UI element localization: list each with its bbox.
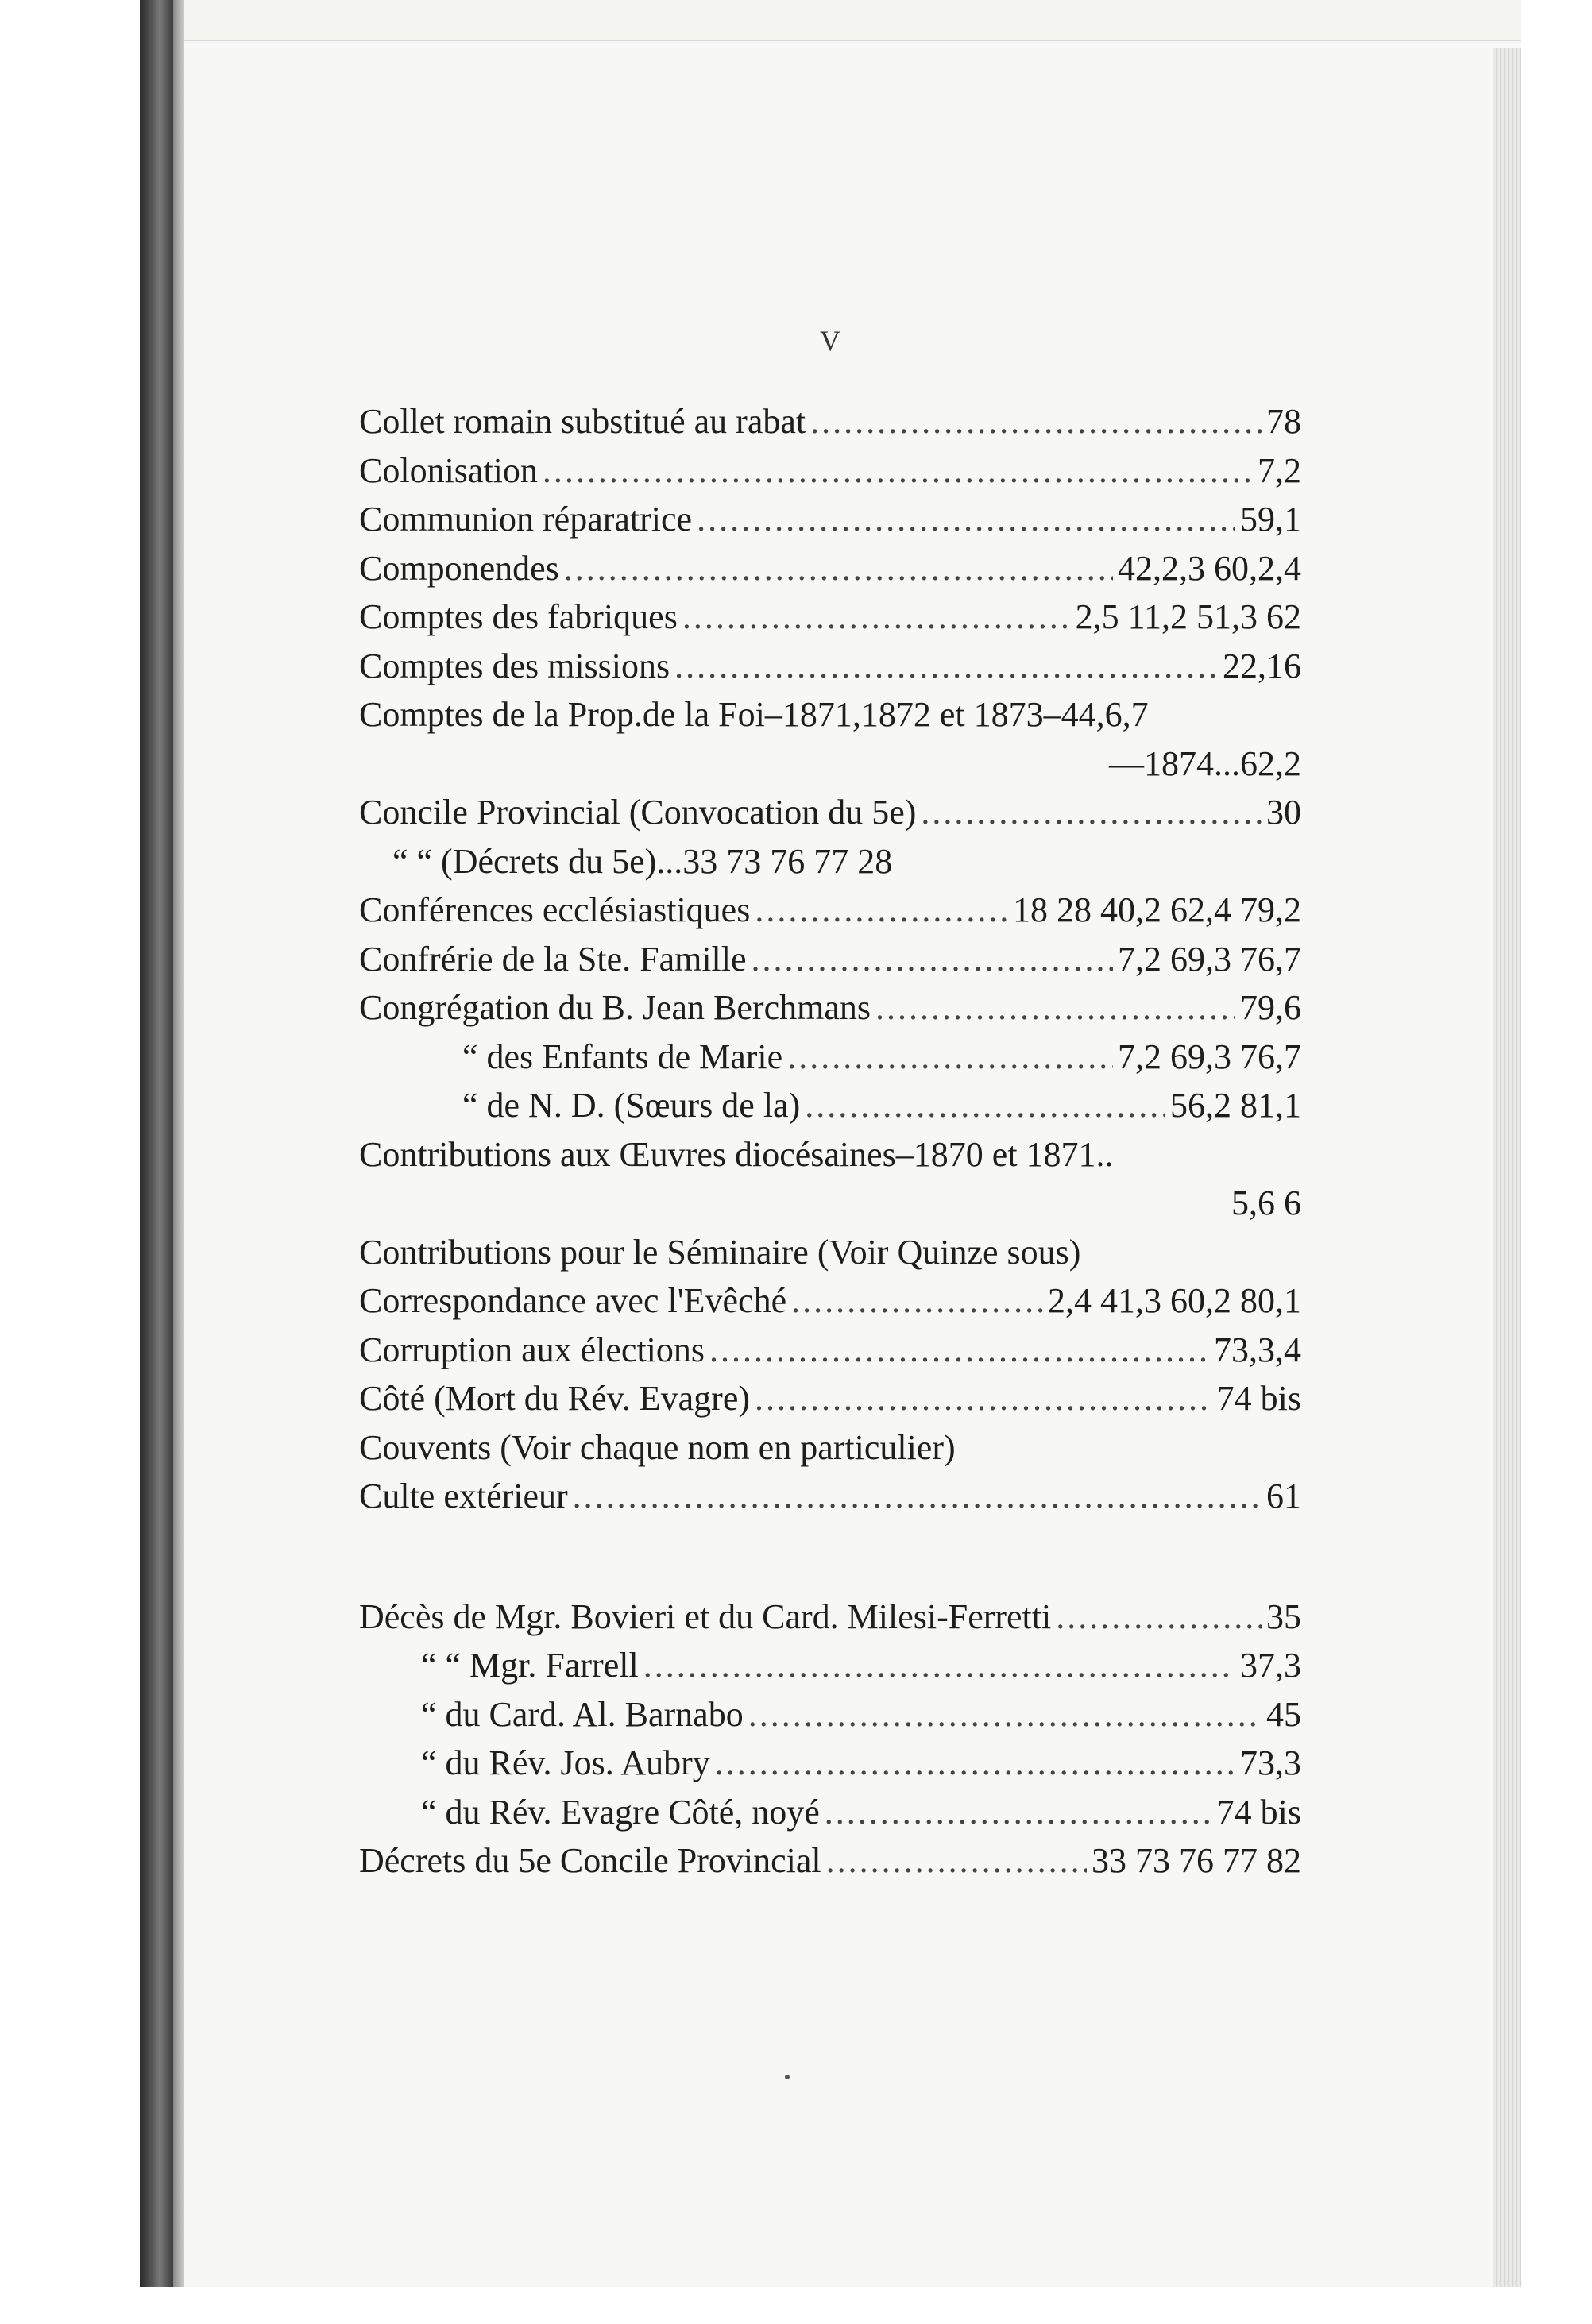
index-entry bbox=[359, 788, 1301, 837]
entry-refs: 30 bbox=[1266, 793, 1301, 832]
entry-label: Colonisation bbox=[359, 450, 538, 490]
index-entry bbox=[359, 1326, 1301, 1375]
entry-refs: —1874...62,2 bbox=[1109, 743, 1301, 783]
index-entry bbox=[359, 1690, 1301, 1739]
index-list bbox=[359, 397, 1301, 1886]
dot-leader bbox=[755, 1374, 1212, 1423]
entry-refs: 45 bbox=[1266, 1694, 1301, 1734]
dot-leader bbox=[709, 1326, 1209, 1375]
entry-label: “ du Rév. Jos. Aubry bbox=[421, 1743, 710, 1782]
dot-leader bbox=[921, 788, 1262, 837]
entry-label: “ de N. D. (Sœurs de la) bbox=[462, 1086, 801, 1125]
scan-border-left bbox=[0, 0, 140, 2324]
entry-label: Comptes de la Prop.de la Foi–1871,1872 et 1873–44,6,7 bbox=[359, 695, 1149, 734]
index-entry bbox=[359, 495, 1301, 544]
entry-refs: 2,4 41,3 60,2 80,1 bbox=[1048, 1281, 1301, 1320]
entry-refs: 78 bbox=[1266, 402, 1301, 441]
dot-leader bbox=[573, 1472, 1262, 1521]
entry-refs: 79,6 bbox=[1240, 988, 1301, 1027]
index-entry bbox=[359, 1081, 1301, 1130]
index-entry bbox=[359, 935, 1301, 984]
entry-refs: 18 28 40,2 62,4 79,2 bbox=[1013, 890, 1301, 929]
dot-leader bbox=[826, 1836, 1087, 1886]
entry-label: Comptes des missions bbox=[359, 646, 670, 685]
entry-refs: 5,6 6 bbox=[1231, 1183, 1301, 1222]
entry-refs: 61 bbox=[1266, 1477, 1301, 1515]
dot-leader bbox=[791, 1276, 1043, 1326]
entry-label: Concile Provincial (Convocation du 5e) bbox=[359, 793, 917, 832]
entry-label: Couvents (Voir chaque nom en particulier) bbox=[359, 1427, 956, 1467]
entry-label: Corruption aux élections bbox=[359, 1330, 705, 1369]
index-entry bbox=[359, 983, 1301, 1033]
index-entry bbox=[359, 837, 1301, 886]
book-spine bbox=[140, 0, 173, 2303]
page-edges bbox=[1493, 48, 1521, 2287]
index-entry bbox=[359, 886, 1301, 935]
scan-border-bottom bbox=[0, 2287, 1592, 2324]
dot-leader bbox=[805, 1081, 1165, 1130]
index-entry bbox=[359, 1592, 1301, 1642]
entry-label: Confrérie de la Ste. Famille bbox=[359, 939, 747, 979]
entry-label: Componendes bbox=[359, 548, 559, 588]
entry-refs: 7,2 bbox=[1258, 450, 1301, 490]
entry-label: “ du Rév. Evagre Côté, noyé bbox=[421, 1792, 820, 1832]
entry-refs: 42,2,3 60,2,4 bbox=[1118, 548, 1301, 588]
index-entry bbox=[359, 1472, 1301, 1521]
entry-label: Correspondance avec l'Evêché bbox=[359, 1281, 787, 1320]
entry-label: “ “ (Décrets du 5e)...33 73 76 77 28 bbox=[392, 841, 893, 881]
dot-leader bbox=[543, 446, 1253, 496]
dot-leader bbox=[825, 1788, 1212, 1837]
entry-refs: 74 bis bbox=[1216, 1379, 1301, 1418]
entry-label: “ “ Mgr. Farrell bbox=[421, 1646, 639, 1685]
dot-leader bbox=[748, 1690, 1262, 1739]
entry-label: Contributions aux Œuvres diocésaines–1870 et 1871.. bbox=[359, 1134, 1114, 1174]
dot-leader bbox=[564, 544, 1113, 593]
dot-leader bbox=[787, 1033, 1113, 1082]
index-entry bbox=[359, 642, 1301, 691]
entry-label: “ du Card. Al. Barnabo bbox=[421, 1694, 744, 1734]
dot-leader bbox=[810, 397, 1262, 446]
book-gutter bbox=[173, 0, 184, 2303]
section-gap bbox=[359, 1521, 1301, 1592]
entry-label: Congrégation du B. Jean Berchmans bbox=[359, 988, 871, 1027]
index-entry bbox=[359, 544, 1301, 593]
index-entry bbox=[359, 1788, 1301, 1837]
entry-label: “ des Enfants de Marie bbox=[462, 1037, 783, 1076]
dot-leader bbox=[755, 886, 1008, 935]
entry-refs: 7,2 69,3 76,7 bbox=[1118, 1037, 1301, 1076]
dot-leader bbox=[875, 983, 1235, 1033]
entry-refs: 56,2 81,1 bbox=[1170, 1086, 1301, 1125]
entry-refs: 35 bbox=[1266, 1596, 1301, 1636]
index-entry bbox=[359, 1276, 1301, 1326]
entry-refs: 33 73 76 77 82 bbox=[1092, 1841, 1301, 1880]
entry-refs: 37,3 bbox=[1240, 1646, 1301, 1685]
index-entry bbox=[359, 397, 1301, 446]
dot-leader bbox=[1056, 1592, 1262, 1642]
entry-label: Conférences ecclésiastiques bbox=[359, 890, 751, 929]
index-entry bbox=[359, 1641, 1301, 1690]
entry-refs: 73,3 bbox=[1240, 1743, 1301, 1782]
entry-label: Côté (Mort du Rév. Evagre) bbox=[359, 1379, 751, 1418]
page-folio: V bbox=[820, 325, 840, 357]
dot-leader bbox=[643, 1641, 1235, 1690]
entry-refs: 7,2 69,3 76,7 bbox=[1118, 939, 1301, 979]
ink-speck bbox=[785, 2075, 790, 2079]
index-entry bbox=[359, 1130, 1301, 1179]
entry-refs: 73,3,4 bbox=[1214, 1330, 1301, 1369]
dot-leader bbox=[752, 935, 1113, 984]
entry-label: Contributions pour le Séminaire (Voir Quinze sous) bbox=[359, 1232, 1081, 1272]
dot-leader bbox=[697, 495, 1235, 544]
index-entry bbox=[359, 1836, 1301, 1886]
entry-label: Collet romain substitué au rabat bbox=[359, 402, 806, 441]
entry-label: Comptes des fabriques bbox=[359, 597, 678, 636]
entry-refs: 2,5 11,2 51,3 62 bbox=[1075, 597, 1301, 636]
entry-label: Communion réparatrice bbox=[359, 500, 693, 539]
entry-refs: 22,16 bbox=[1223, 646, 1301, 685]
index-entry bbox=[359, 1423, 1301, 1473]
entry-label: Décès de Mgr. Bovieri et du Card. Milesi-Ferretti bbox=[359, 1596, 1052, 1636]
entry-refs: 59,1 bbox=[1240, 500, 1301, 539]
index-entry-continuation bbox=[359, 1179, 1301, 1228]
dot-leader bbox=[715, 1739, 1235, 1788]
index-entry bbox=[359, 690, 1301, 739]
index-entry bbox=[359, 446, 1301, 496]
index-entry bbox=[359, 593, 1301, 642]
entry-label: Décrets du 5e Concile Provincial bbox=[359, 1841, 821, 1880]
dot-leader bbox=[682, 593, 1071, 642]
entry-refs: 74 bis bbox=[1216, 1792, 1301, 1832]
index-entry bbox=[359, 1374, 1301, 1423]
scan-border-right bbox=[1521, 0, 1592, 2324]
entry-label: Culte extérieur bbox=[359, 1477, 568, 1515]
index-entry bbox=[359, 1739, 1301, 1788]
index-entry bbox=[359, 1228, 1301, 1277]
index-entry-continuation bbox=[359, 739, 1301, 789]
index-entry bbox=[359, 1033, 1301, 1082]
dot-leader bbox=[674, 642, 1218, 691]
